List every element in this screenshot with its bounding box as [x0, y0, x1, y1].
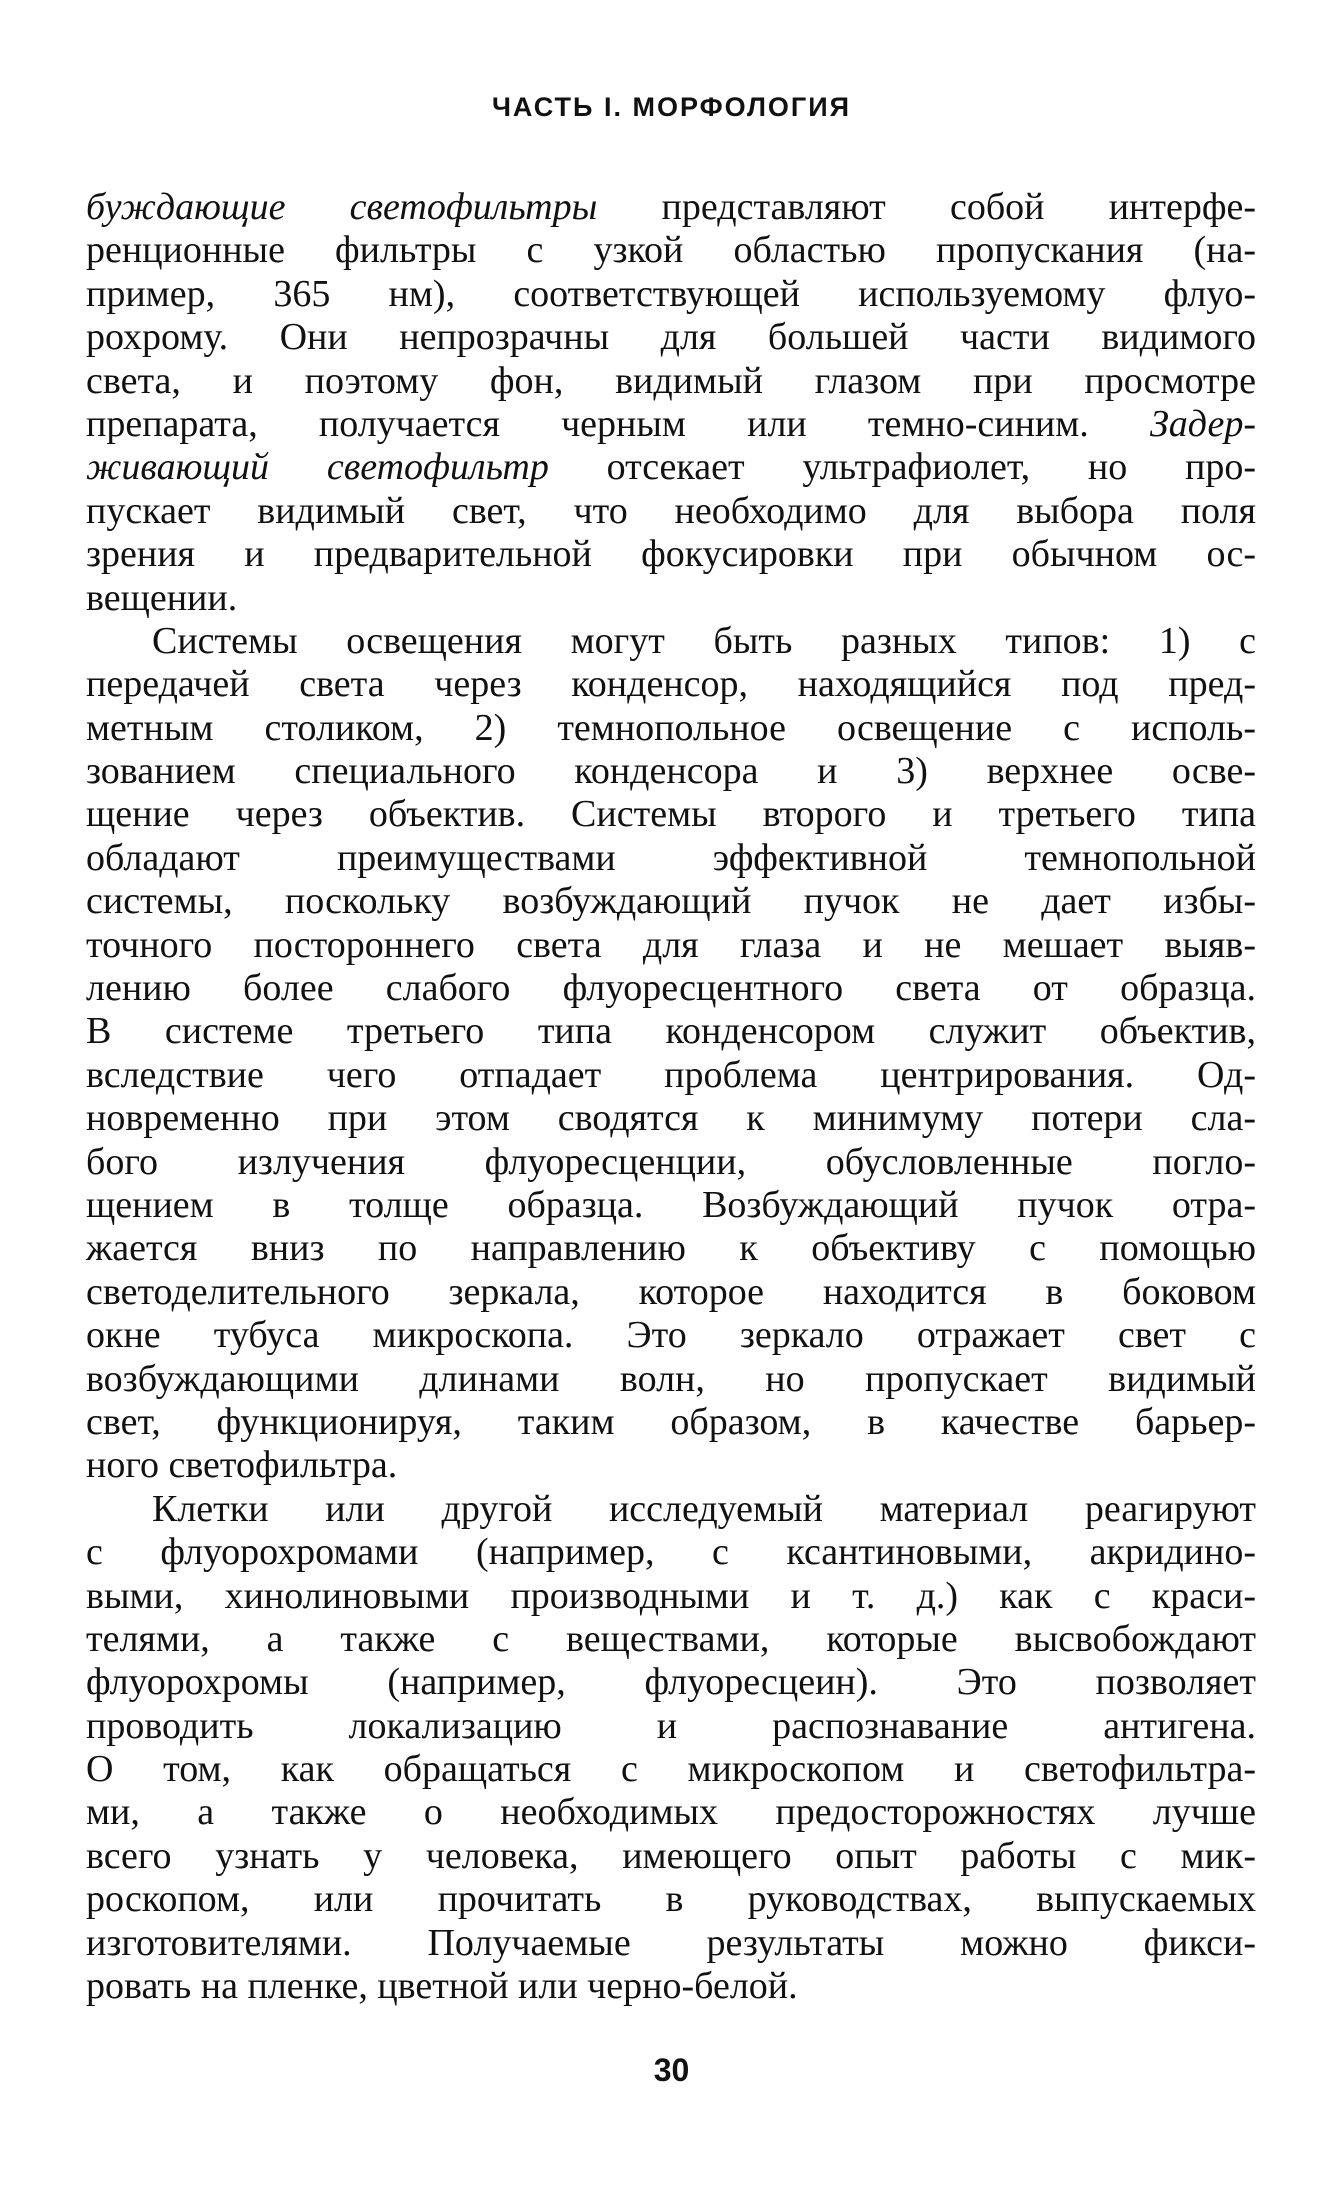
text-line: Системы освещения могут быть разных типов: 1) с [152, 619, 1256, 662]
text-line: В системе третьего типа конденсором служит объектив, [86, 1010, 1256, 1053]
text-line: выми, хинолиновыми производными и т. д.) как с краси- [86, 1574, 1256, 1617]
text-line [86, 446, 1256, 489]
text-line: Клетки или другой исследуемый материал реагируют [152, 1487, 1256, 1530]
text-run: отсекает ультрафиолет, но про- [548, 446, 1257, 489]
text-line: вещении. [86, 576, 238, 619]
text-line [86, 403, 1256, 446]
body-text [86, 186, 1256, 2008]
text-line: лению более слабого флуоресцентного света от образца. [86, 967, 1256, 1010]
text-line: системы, поскольку возбуждающий пучок не дает избы- [86, 880, 1256, 923]
text-line: света, и поэтому фон, видимый глазом при просмотре [86, 359, 1256, 402]
italic-term: живающий светофильтр [86, 446, 549, 489]
paragraph [86, 186, 1256, 620]
text-line: щение через объектив. Системы второго и третьего типа [86, 793, 1256, 836]
text-line: телями, а также с веществами, которые высвобождают [86, 1617, 1256, 1660]
text-line: рохрому. Они непрозрачны для большей части видимого [86, 316, 1256, 359]
text-line: ного светофильтра. [86, 1444, 398, 1487]
text-line: светоделительного зеркала, которое находится в боковом [86, 1270, 1256, 1313]
text-line: пример, 365 нм), соответствующей используемому флуо- [86, 272, 1256, 315]
text-line: свет, функционируя, таким образом, в качестве барьер- [86, 1400, 1256, 1443]
text-line: передачей света через конденсор, находящийся под пред- [86, 663, 1256, 706]
text-line: изготовителями. Получаемые результаты можно фикси- [86, 1921, 1256, 1964]
text-line [86, 186, 1256, 229]
text-run: представляют собой интерфе- [597, 186, 1256, 228]
text-line: метным столиком, 2) темнопольное освещение с исполь- [86, 706, 1256, 749]
text-line: пускает видимый свет, что необходимо для выбора поля [86, 489, 1256, 532]
paragraph [86, 620, 1256, 1488]
text-line: бого излучения флуоресценции, обусловленные погло- [86, 1140, 1256, 1183]
text-line: зрения и предварительной фокусировки при обычном ос- [86, 533, 1256, 576]
running-title: ЧАСТЬ I. МОРФОЛОГИЯ [491, 92, 852, 122]
text-line: точного постороннего света для глаза и не мешает выяв- [86, 923, 1256, 966]
italic-term: Задер- [1149, 402, 1256, 445]
text-line: зованием специального конденсора и 3) верхнее осве- [86, 750, 1256, 793]
text-line: проводить локализацию и распознавание антигена. [86, 1704, 1256, 1747]
italic-term: буждающие светофильтры [86, 186, 598, 228]
text-run: препарата, получается черным или темно-синим. [86, 402, 1150, 445]
text-line: вследствие чего отпадает проблема центрирования. Од- [86, 1053, 1256, 1096]
text-line: ми, а также о необходимых предосторожностях лучше [86, 1791, 1256, 1834]
text-line: О том, как обращаться с микроскопом и светофильтра- [86, 1748, 1256, 1791]
text-line: ренционные фильтры с узкой областью пропускания (на- [86, 229, 1256, 272]
text-line: всего узнать у человека, имеющего опыт работы с мик- [86, 1834, 1256, 1877]
text-line: возбуждающими длинами волн, но пропускает видимый [86, 1357, 1256, 1400]
text-line: ровать на пленке, цветной или черно-белой. [86, 1965, 798, 2008]
paragraph [86, 1488, 1256, 2009]
text-line: с флуорохромами (например, с ксантиновыми, акридино- [86, 1531, 1256, 1574]
text-line: окне тубуса микроскопа. Это зеркало отражает свет с [86, 1314, 1256, 1357]
text-line: обладают преимуществами эффективной темнопольной [86, 836, 1256, 879]
text-line: щением в толще образца. Возбуждающий пучок отра- [86, 1183, 1256, 1226]
text-line: флуорохромы (например, флуоресцеин). Это позволяет [86, 1661, 1256, 1704]
page-number: 30 [653, 2052, 690, 2088]
text-line: роскопом, или прочитать в руководствах, выпускаемых [86, 1878, 1256, 1921]
text-line: жается вниз по направлению к объективу с помощью [86, 1227, 1256, 1270]
text-line: новременно при этом сводятся к минимуму потери сла- [86, 1097, 1256, 1140]
